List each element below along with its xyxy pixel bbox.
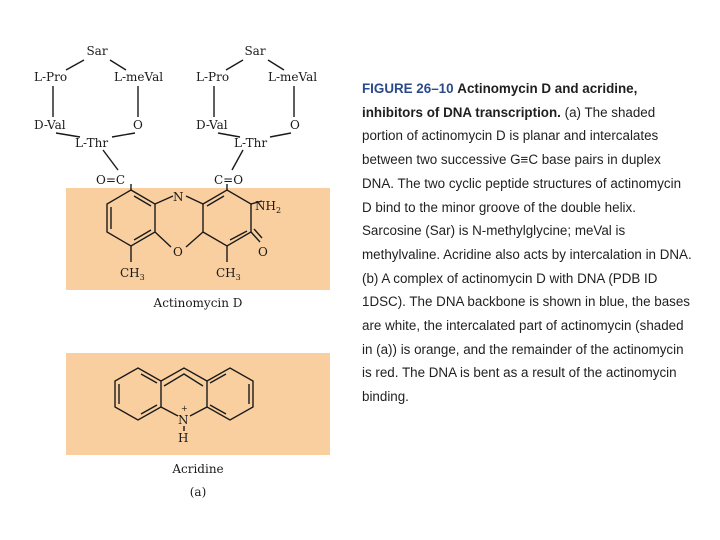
left-thr-label: L-Thr	[75, 136, 109, 150]
core-ring-o-label: O	[173, 245, 183, 259]
right-meval-label: L-meVal	[268, 70, 318, 84]
left-val-label: D-Val	[34, 118, 66, 132]
actinomycin-shaded-region	[66, 188, 330, 290]
left-cyclic-peptide	[34, 44, 163, 170]
figure-body: (a) The shaded portion of actinomycin D is planar and intercalates between two successive G≡C base pairs in duplex DNA. The two cyclic peptide structures of actinomycin D bind to the minor groove of the double helix. Sarcosine (Sar) is N-methylglycine; meVal is methylvaline. Acridine also acts by intercalation in DNA. (b) A complex of actinomycin D with DNA (PDB ID 1DSC). The DNA backbone is shown in blue, the bases are white, the intercalated part of actinomycin (shaded in (a)) is orange, and the remainder of the actinomycin is red. The DNA is bent as a result of the actinomycin binding.	[362, 104, 692, 405]
figure-number: FIGURE 26–10	[362, 81, 454, 96]
core-nh2-label: $NH_2$	[255, 199, 282, 215]
right-thr-label: L-Thr	[234, 136, 268, 150]
core-ch3-right-label: $CH_3$	[216, 266, 241, 282]
acridine-plus-label: +	[181, 404, 188, 413]
acridine-name: Acridine	[172, 462, 224, 476]
figure-title: Actinomycin D and acridine, inhibitors of DNA transcription.	[362, 81, 638, 120]
core-ketone-o-label: O	[258, 245, 268, 259]
core-ch3-left-label: $CH_3$	[120, 266, 145, 282]
core-n-label: N	[173, 190, 184, 204]
acridine-shaded-region	[66, 353, 330, 455]
left-pro-label: L-Pro	[34, 70, 68, 84]
right-pro-label: L-Pro	[196, 70, 230, 84]
right-o-label: O	[290, 118, 300, 132]
right-carbonyl-label: C=O	[214, 173, 244, 187]
left-carbonyl-label: O=C	[96, 173, 126, 187]
figure-caption	[362, 77, 692, 409]
left-sar-label: Sar	[86, 44, 108, 58]
acridine-n-label: N	[178, 413, 189, 427]
right-cyclic-peptide	[196, 44, 317, 170]
panel-a-label: (a)	[189, 485, 207, 499]
right-sar-label: Sar	[244, 44, 266, 58]
right-val-label: D-Val	[196, 118, 228, 132]
left-meval-label: L-meVal	[114, 70, 164, 84]
left-o-label: O	[133, 118, 143, 132]
acridine-h-label: H	[178, 431, 189, 445]
actinomycin-name: Actinomycin D	[153, 296, 243, 310]
